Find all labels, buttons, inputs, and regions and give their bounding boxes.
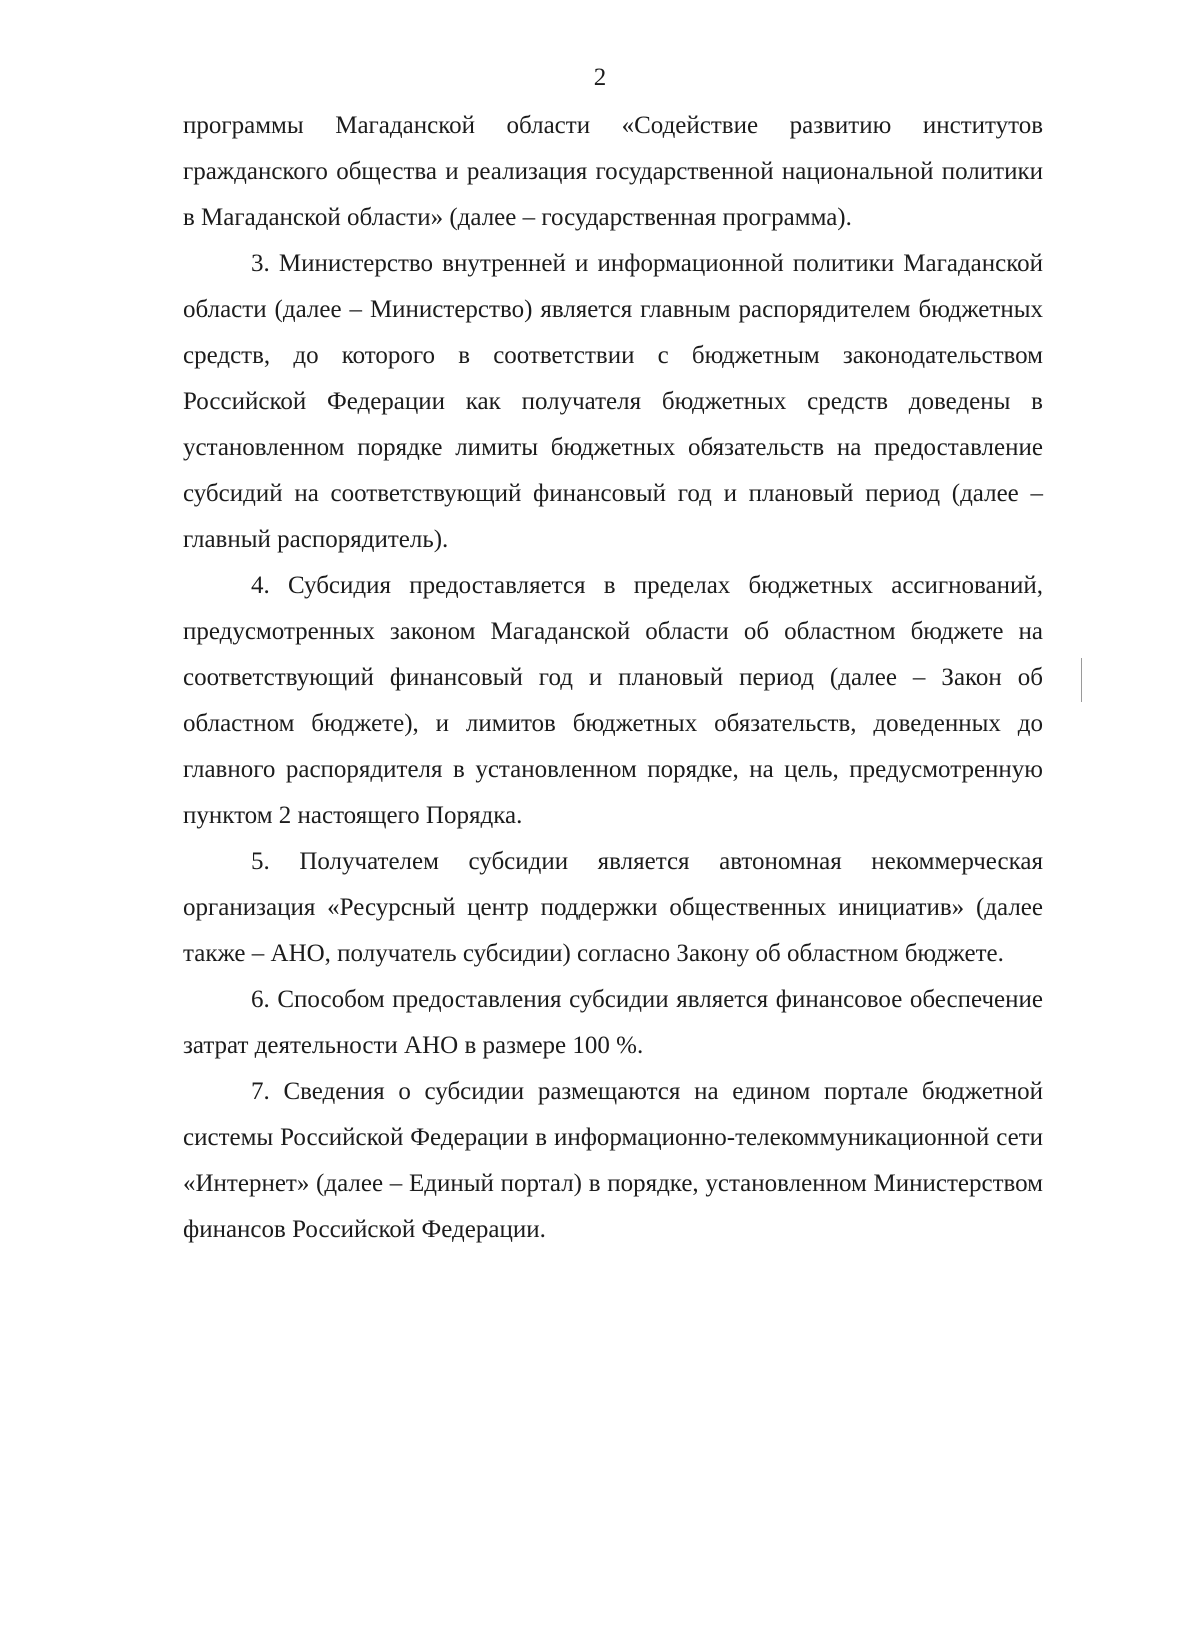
document-body	[183, 103, 1043, 1253]
scan-artifact-line	[1081, 658, 1082, 702]
paragraph-item-3: 3. Министерство внутренней и информационной политики Магаданской области (далее – Министерство) является главным распорядителем бюджетных средств, до которого в соответствии с бюджетным законодательством Российской Федерации как получателя бюджетных средств доведены в установленном порядке лимиты бюджетных обязательств на предоставление субсидий на соответствующий финансовый год и плановый период (далее – главный распорядитель).	[183, 250, 1043, 553]
paragraph-item-6: 6. Способом предоставления субсидии является финансовое обеспечение затрат деятельности АНО в размере 100 %.	[183, 986, 1043, 1059]
paragraph-item-7: 7. Сведения о субсидии размещаются на едином портале бюджетной системы Российской Федерации в информационно-телекоммуникационной сети «Интернет» (далее – Единый портал) в порядке, установленном Министерством финансов Российской Федерации.	[183, 1078, 1043, 1243]
paragraph-item-4: 4. Субсидия предоставляется в пределах бюджетных ассигнований, предусмотренных законом Магаданской области об областном бюджете на соответствующий финансовый год и плановый период (далее – Закон об областном бюджете), и лимитов бюджетных обязательств, доведенных до главного распорядителя в установленном порядке, на цель, предусмотренную пунктом 2 настоящего Порядка.	[183, 572, 1043, 829]
paragraph-item-5: 5. Получателем субсидии является автономная некоммерческая организация «Ресурсный центр поддержки общественных инициатив» (далее также – АНО, получатель субсидии) согласно Закону об областном бюджете.	[183, 848, 1043, 967]
paragraph-continuation: программы Магаданской области «Содействие развитию институтов гражданского общества и реализация государственной национальной политики в Магаданской области» (далее – государственная программа).	[183, 112, 1043, 231]
page-number: 2	[593, 64, 607, 91]
